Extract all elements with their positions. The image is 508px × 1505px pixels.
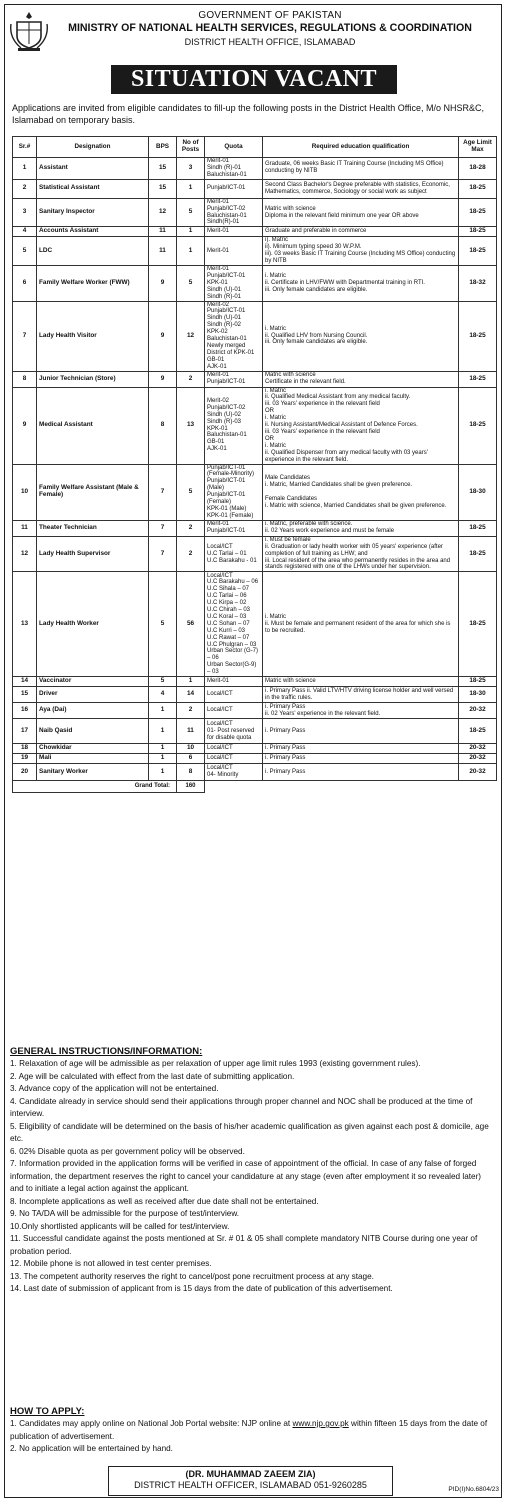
cell-qualification: Matric with science (263, 677, 459, 687)
cell-quota: Merit-01 (205, 237, 263, 266)
cell-quota: Merit-02 Punjab/ICT-02 Sindh (U)-02 Sindh (R)-03 KPK-01 Baluchistan-01 GB-01 AJK-01 (205, 387, 263, 464)
instruction-item: 1. Relaxation of age will be admissible as per relaxation of upper age limit rules 1993 (existing government rules). (10, 1059, 421, 1068)
col-header-designation: Designation (37, 137, 149, 158)
table-row (13, 754, 497, 764)
instruction-item: 14. Last date of submission of applicant from is 15 days from the date of publication of this advertisement. (10, 1284, 393, 1293)
cell-posts: 5 (177, 464, 205, 520)
cell-bps: 11 (149, 227, 177, 237)
table-header-row (13, 137, 497, 158)
cell-qualification: i. Matric ii. Qualified Medical Assistant from any medical faculty. iii. 03 Years' experience in the relevant field OR i. Matric ii. Nursing Assistant/Medical Assistant of Defence Forces. iii. 03 Years' experience in the relevant field OR i. Matric ii. Qualified Dispenser from any medical faculty with 03 years' experience in the relevant field. (263, 387, 459, 464)
cell-designation: Family Welfare Assistant (Male & Female) (37, 464, 149, 520)
cell-quota: Merit-01 (205, 677, 263, 687)
cell-quota: Punjab/ICT-01 (Female-Minority) Punjab/ICT-01 (Male) Punjab/ICT-01 (Female) KPK-01 (Male) KPK-01 (Female) (205, 464, 263, 520)
table-row (13, 237, 497, 266)
instruction-item: 8. Incomplete applications as well as received after due date shall not be entertained. (10, 1196, 319, 1206)
table-row (13, 371, 497, 387)
table-row (13, 520, 497, 536)
cell-qualification: i. Primary Pass ii. Valid LTV/HTV driving license holder and well versed in the traffic rules. (263, 687, 459, 703)
cell-quota: Merit-01 Punjab/ICT-01 (205, 520, 263, 536)
cell-age: 18-25 (459, 677, 497, 687)
cell-posts: 12 (177, 301, 205, 371)
cell-sr: 2 (13, 179, 37, 198)
cell-bps: 7 (149, 464, 177, 520)
cell-age: 20-32 (459, 754, 497, 764)
how-to-apply-title: HOW TO APPLY: (10, 1406, 85, 1417)
cell-qualification: i. Primary Pass (263, 719, 459, 744)
cell-qualification: Second Class Bachelor's Degree preferable with statistics, Economic, Mathematics, commerce, Sociology or social work as subject (263, 179, 459, 198)
instruction-item: 12. Mobile phone is not allowed in test center premises. (10, 1259, 212, 1268)
cell-posts: 1 (177, 179, 205, 198)
cell-designation: Vaccinator (37, 677, 149, 687)
cell-qualification: i. Primary Pass (263, 764, 459, 781)
table-row (13, 744, 497, 754)
table-row (13, 198, 497, 227)
cell-quota: Merit-01 Punjab/ICT-01 (205, 371, 263, 387)
cell-quota: Merit-01 Sindh (R)-01 Baluchistan-01 (205, 158, 263, 180)
cell-sr: 10 (13, 464, 37, 520)
cell-bps: 9 (149, 265, 177, 301)
header-government: GOVERNMENT OF PAKISTAN (198, 10, 342, 21)
cell-posts: 3 (177, 158, 205, 180)
header-ministry: MINISTRY OF NATIONAL HEALTH SERVICES, REGULATIONS & COORDINATION (68, 22, 472, 34)
table-row (13, 764, 497, 781)
cell-posts: 1 (177, 677, 205, 687)
cell-qualification: Graduate, 06 weeks Basic IT Training Course (Including MS Office) conducting by NITB (263, 158, 459, 180)
cell-age: 18-25 (459, 371, 497, 387)
table-row (13, 387, 497, 464)
cell-quota: Punjab/ICT-01 (205, 179, 263, 198)
cell-designation: Naib Qasid (37, 719, 149, 744)
cell-sr: 7 (13, 301, 37, 371)
cell-designation: Driver (37, 687, 149, 703)
table-row (13, 677, 497, 687)
cell-designation: Statistical Assistant (37, 179, 149, 198)
cell-quota: Local/ICT (205, 744, 263, 754)
cell-sr: 1 (13, 158, 37, 180)
cell-age: 18-25 (459, 179, 497, 198)
cell-age: 18-30 (459, 464, 497, 520)
cell-sr: 8 (13, 371, 37, 387)
cell-qualification: Matric with science Diploma in the relevant field minimum one year OR above (263, 198, 459, 227)
col-header-bps: BPS (149, 137, 177, 158)
pid-number: PID(I)No.6804/23 (448, 1486, 499, 1493)
instruction-item: 6. 02% Disable quota as per government policy will be observed. (10, 1146, 245, 1156)
instruction-item: 9. No TA/DA will be admissible for the purpose of test/interview. (10, 1209, 240, 1218)
cell-bps: 7 (149, 520, 177, 536)
cell-posts: 2 (177, 703, 205, 719)
cell-bps: 15 (149, 179, 177, 198)
cell-age: 18-25 (459, 237, 497, 266)
cell-bps: 12 (149, 198, 177, 227)
cell-quota: Local/ICT (205, 687, 263, 703)
cell-bps: 1 (149, 764, 177, 781)
cell-bps: 1 (149, 744, 177, 754)
cell-age: 18-30 (459, 687, 497, 703)
cell-qualification: i. Must be female ii. Graduation or lady health worker with 05 years' experience (after completion of full training as LHW; and iii. Local resident of the area who permanently resides in the area and stands registered with one of the LHWs under her supervision. (263, 536, 459, 572)
table-row (13, 703, 497, 719)
cell-age: 20-32 (459, 764, 497, 781)
officer-title: DISTRICT HEALTH OFFICER, ISLAMABAD 051-9260285 (134, 1480, 367, 1490)
cell-designation: Family Welfare Worker (FWW) (37, 265, 149, 301)
cell-sr: 12 (13, 536, 37, 572)
cell-designation: Junior Technician (Store) (37, 371, 149, 387)
cell-age: 18-25 (459, 572, 497, 677)
cell-qualification: i). Matric ii). Minimum typing speed 30 W.P.M. iii). 03 weeks Basic IT Training Course (Including MS Office) conducting by NITB (263, 237, 459, 266)
cell-designation: Aya (Dai) (37, 703, 149, 719)
cell-sr: 16 (13, 703, 37, 719)
cell-sr: 3 (13, 198, 37, 227)
cell-designation: Theater Technician (37, 520, 149, 536)
cell-qualification: i. Matric ii. Must be female and permanent resident of the area for which she is to be recruited. (263, 572, 459, 677)
table-row (13, 687, 497, 703)
cell-bps: 5 (149, 572, 177, 677)
cell-qualification: i. Primary Pass (263, 744, 459, 754)
cell-age: 18-25 (459, 520, 497, 536)
cell-qualification: Graduate and preferable in commerce (263, 227, 459, 237)
cell-age: 18-32 (459, 265, 497, 301)
cell-designation: Chowkidar (37, 744, 149, 754)
cell-qualification: Matric with science Certificate in the relevant field. (263, 371, 459, 387)
cell-qualification: i. Matric ii. Qualified LHV from Nursing Council. iii. Only female candidates are eligible. (263, 301, 459, 371)
cell-quota: Merit-01 (205, 227, 263, 237)
table-row (13, 464, 497, 520)
cell-designation: Accounts Assistant (37, 227, 149, 237)
cell-quota: Local/ICT U.C Tarlai – 01 U.C Barakahu - 01 (205, 536, 263, 572)
cell-sr: 15 (13, 687, 37, 703)
cell-qualification: i. Matric ii. Certificate in LHV/FWW with Departmental training in RTI. iii. Only female candidates are eligible. (263, 265, 459, 301)
cell-posts: 13 (177, 387, 205, 464)
apply-item-2: 2. No application will be entertained by hand. (10, 1444, 173, 1453)
cell-bps: 11 (149, 237, 177, 266)
cell-age: 18-25 (459, 719, 497, 744)
grand-total-row (13, 781, 497, 793)
cell-sr: 19 (13, 754, 37, 764)
cell-age: 20-32 (459, 703, 497, 719)
cell-quota: Local/ICT (205, 703, 263, 719)
instruction-item: 5. Eligibility of candidate will be determined on the basis of his/her academic qualification as given against each post & domicile, age etc. (10, 1121, 489, 1143)
cell-posts: 5 (177, 265, 205, 301)
cell-sr: 13 (13, 572, 37, 677)
how-to-apply-list (10, 1418, 496, 1456)
instruction-item: 13. The competent authority reserves the right to cancel/post pone recruitment process at any stage. (10, 1271, 374, 1281)
cell-posts: 6 (177, 754, 205, 764)
cell-bps: 1 (149, 703, 177, 719)
cell-posts: 11 (177, 719, 205, 744)
cell-sr: 6 (13, 265, 37, 301)
cell-designation: Lady Health Supervisor (37, 536, 149, 572)
intro-text: Applications are invited from eligible candidates to fill-up the following posts in the District Health Office, M/o NHSR&C, Islamabad on temporary basis. (12, 103, 485, 125)
table-row (13, 265, 497, 301)
cell-designation: LDC (37, 237, 149, 266)
cell-age: 18-25 (459, 198, 497, 227)
cell-sr: 9 (13, 387, 37, 464)
cell-bps: 7 (149, 536, 177, 572)
cell-posts: 56 (177, 572, 205, 677)
cell-sr: 20 (13, 764, 37, 781)
cell-sr: 14 (13, 677, 37, 687)
general-instructions-list (10, 1058, 496, 1296)
cell-posts: 2 (177, 371, 205, 387)
cell-designation: Mali (37, 754, 149, 764)
table-row (13, 158, 497, 180)
table-row (13, 536, 497, 572)
table-row (13, 719, 497, 744)
cell-age: 18-25 (459, 387, 497, 464)
instruction-item: 11. Successful candidate against the posts mentioned at Sr. # 01 & 05 shall complete mandatory NITB Course during one year of probation period. (10, 1234, 478, 1256)
signature-block (108, 1466, 393, 1496)
cell-bps: 9 (149, 371, 177, 387)
col-header-posts: No of Posts (177, 137, 205, 158)
cell-sr: 5 (13, 237, 37, 266)
cell-bps: 15 (149, 158, 177, 180)
table-row (13, 179, 497, 198)
cell-quota: Merit-01 Punjab/ICT-02 Baluchistan-01 Sindh(R)-01 (205, 198, 263, 227)
cell-designation: Lady Health Worker (37, 572, 149, 677)
cell-designation: Sanitary Worker (37, 764, 149, 781)
cell-posts: 10 (177, 744, 205, 754)
cell-posts: 1 (177, 227, 205, 237)
table-row (13, 227, 497, 237)
cell-qualification: i. Primary Pass (263, 754, 459, 764)
cell-bps: 1 (149, 754, 177, 764)
cell-bps: 9 (149, 301, 177, 371)
cell-sr: 11 (13, 520, 37, 536)
table-row (13, 572, 497, 677)
cell-bps: 4 (149, 687, 177, 703)
cell-age: 20-32 (459, 744, 497, 754)
instruction-item: 7. Information provided in the application forms will be verified in case of appointment of the official. In case of any false of forged information, the department reserves the right to cancel your candidature at any stage (even after employment it so revealed later) and to initiate a legal action against the applicant. (10, 1159, 482, 1193)
col-header-quota: Quota (205, 137, 263, 158)
instruction-item: 2. Age will be calculated with effect from the last date of submitting application. (10, 1071, 295, 1081)
cell-qualification: i. Matric, preferable with science. ii. 02 Years work experience and must be female (263, 520, 459, 536)
cell-qualification: Male Candidates i. Matric, Married Candidates shall be given preference. Female Candidates i. Matric with science, Married Candidates shall be given preference. (263, 464, 459, 520)
cell-age: 18-25 (459, 536, 497, 572)
officer-name: (DR. MUHAMMAD ZAEEM ZIA) (185, 1469, 316, 1479)
cell-quota: Local/ICT 04- Minority (205, 764, 263, 781)
cell-sr: 17 (13, 719, 37, 744)
cell-qualification: i. Primary Pass ii. 02 Years' experience in the relevant field. (263, 703, 459, 719)
cell-posts: 14 (177, 687, 205, 703)
col-header-sr: Sr.# (13, 137, 37, 158)
header-office: DISTRICT HEALTH OFFICE, ISLAMABAD (184, 37, 356, 47)
col-header-age: Age Limit Max (459, 137, 497, 158)
cell-quota: Merit-01 Punjab/ICT-01 KPK-01 Sindh (U)-01 Sindh (R)-01 (205, 265, 263, 301)
col-header-qualification: Required education qualification (263, 137, 459, 158)
cell-designation: Sanitary Inspector (37, 198, 149, 227)
situation-vacant-banner: SITUATION VACANT (111, 65, 397, 94)
cell-age: 18-28 (459, 158, 497, 180)
cell-posts: 2 (177, 520, 205, 536)
grand-total-value: 160 (177, 781, 205, 793)
table-row (13, 301, 497, 371)
cell-age: 18-25 (459, 227, 497, 237)
cell-quota: Merit-02 Punjab/ICT-01 Sindh (U)-01 Sindh (R)-02 KPK-02 Baluchistan-01 Newly merged District of KPK-01 GB-01 AJK-01 (205, 301, 263, 371)
instruction-item: 10.Only shortlisted applicants will be called for test/interview. (10, 1221, 230, 1231)
cell-quota: Local/ICT 01- Post reserved for disable quota (205, 719, 263, 744)
general-instructions-title: GENERAL INSTRUCTIONS/INFORMATION: (10, 1046, 203, 1057)
instruction-item: 3. Advance copy of the application will not be entertained. (10, 1084, 219, 1093)
cell-posts: 5 (177, 198, 205, 227)
cell-posts: 2 (177, 536, 205, 572)
cell-sr: 4 (13, 227, 37, 237)
njp-website-link[interactable]: www.njp.gov.pk (292, 1419, 349, 1428)
cell-bps: 8 (149, 387, 177, 464)
instruction-item: 4. Candidate already in service should send their applications through proper channel and NOC shall be produced at the time of interview. (10, 1096, 473, 1118)
cell-posts: 8 (177, 764, 205, 781)
cell-bps: 5 (149, 677, 177, 687)
cell-quota: Local/ICT (205, 754, 263, 764)
grand-total-label: Grand Total: (13, 781, 177, 793)
cell-designation: Lady Health Visitor (37, 301, 149, 371)
cell-age: 18-25 (459, 301, 497, 371)
cell-sr: 18 (13, 744, 37, 754)
cell-designation: Medical Assistant (37, 387, 149, 464)
cell-designation: Assistant (37, 158, 149, 180)
cell-bps: 1 (149, 719, 177, 744)
cell-posts: 1 (177, 237, 205, 266)
cell-quota: Local/ICT U.C Barakahu – 06 U.C Sihala – 07 U.C Tarlai – 06 U.C Kirpa – 02 U.C Chirah – 03 U.C Koral – 03 U.C Sohan – 07 U.C Kurri – 03 U.C Rawat – 07 U.C Phulgran – 03 Urban Sector (G-7) – 06 Urban Sector(G-9) – 03 (205, 572, 263, 677)
posts-table (12, 136, 497, 793)
apply-item-1: 1. Candidates may apply online on National Job Portal website: NJP online at www.njp.gov.pk within fifteen 15 days from the date of publication of advertisement. (10, 1419, 488, 1441)
